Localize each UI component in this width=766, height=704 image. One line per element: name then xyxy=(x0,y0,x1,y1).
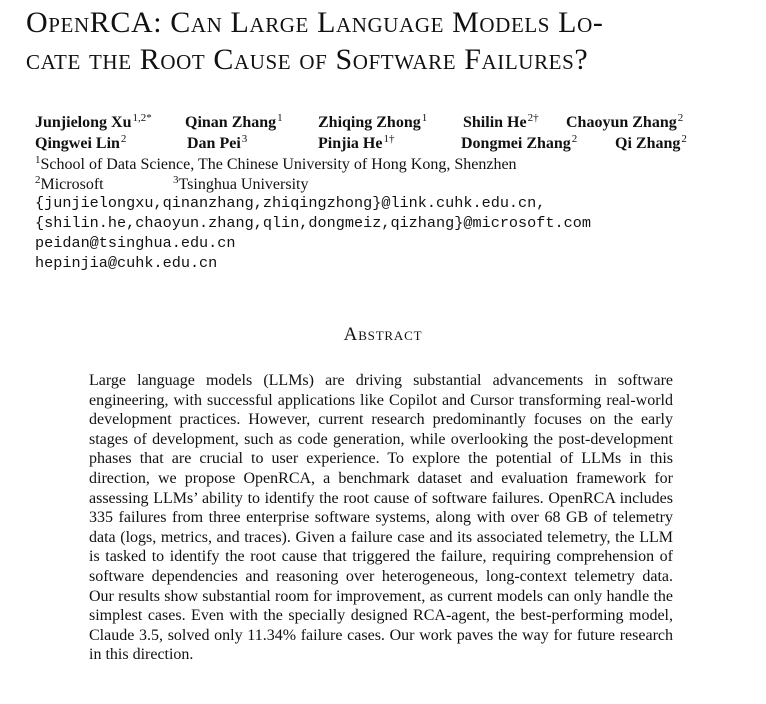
email-line-2: {shilin.he,chaoyun.zhang,qlin,dongmeiz,qizhang}@microsoft.com xyxy=(35,214,591,232)
paper-title xyxy=(26,4,746,78)
author: Qinan Zhang$^1$ xyxy=(185,112,283,131)
email-line-3: peidan@tsinghua.edu.cn xyxy=(35,234,236,252)
author-list xyxy=(35,112,735,154)
title-line-1: OpenRCA: Can Large Language Models Lo- xyxy=(26,6,604,39)
email-line-4: hepinjia@cuhk.edu.cn xyxy=(35,254,218,272)
affiliation-2: $^2$Microsoft xyxy=(35,174,104,193)
author-row-1 xyxy=(35,112,735,133)
affiliation-3: $^3$Tsinghua University xyxy=(173,174,309,193)
author: Dongmei Zhang$^2$ xyxy=(461,133,578,152)
affiliation-1: $^1$School of Data Science, The Chinese University of Hong Kong, Shenzhen xyxy=(35,154,517,173)
author: Chaoyun Zhang$^2$ xyxy=(566,112,684,131)
author: Dan Pei$^3$ xyxy=(187,133,248,152)
title-line-2: cate the Root Cause of Software Failures? xyxy=(26,43,589,76)
author: Qingwei Lin$^2$ xyxy=(35,133,127,152)
abstract-heading: Abstract xyxy=(343,324,423,345)
author: Qi Zhang$^2$ xyxy=(615,133,687,152)
abstract-body: Large language models (LLMs) are driving substantial advancements in software engineering, with successful applications like Copilot and Cursor transforming real-world development practices. However, current research predominantly focuses on the early stages of development, such as code generation, while overlooking the post-development phases that are crucial to user experience. To explore the potential of LLMs in this direction, we propose OpenRCA, a benchmark dataset and evaluation framework for assessing LLMs’ ability to identify the root cause of software failures. OpenRCA includes 335 failures from three enterprise software systems, along with over 68 GB of telemetry data (logs, metrics, and traces). Given a failure case and its associated telemetry, the LLM is tasked to identify the root cause that triggered the failure, requiring comprehension of software dependencies and reasoning over heterogeneous, long-context telemetry data. Our results show substantial room for improvement, as current models can only handle the simplest cases. Even with the specially designed RCA-agent, the best-performing model, Claude 3.5, solved only 11.34% failure cases. Our work paves the way for future research in this direction. xyxy=(89,372,673,664)
author: Shilin $He^{2\dagger}$ xyxy=(463,112,539,131)
author-row-2 xyxy=(35,133,735,154)
author: Zhiqing Zhong$^1$ xyxy=(318,112,428,131)
author: Pinjia $He^{1\dagger}$ xyxy=(318,133,395,152)
author: Junjielong $Xu^{1,2*}$ xyxy=(35,112,152,131)
email-line-1: {junjielongxu,qinanzhang,zhiqingzhong}@link.cuhk.edu.cn, xyxy=(35,194,546,212)
